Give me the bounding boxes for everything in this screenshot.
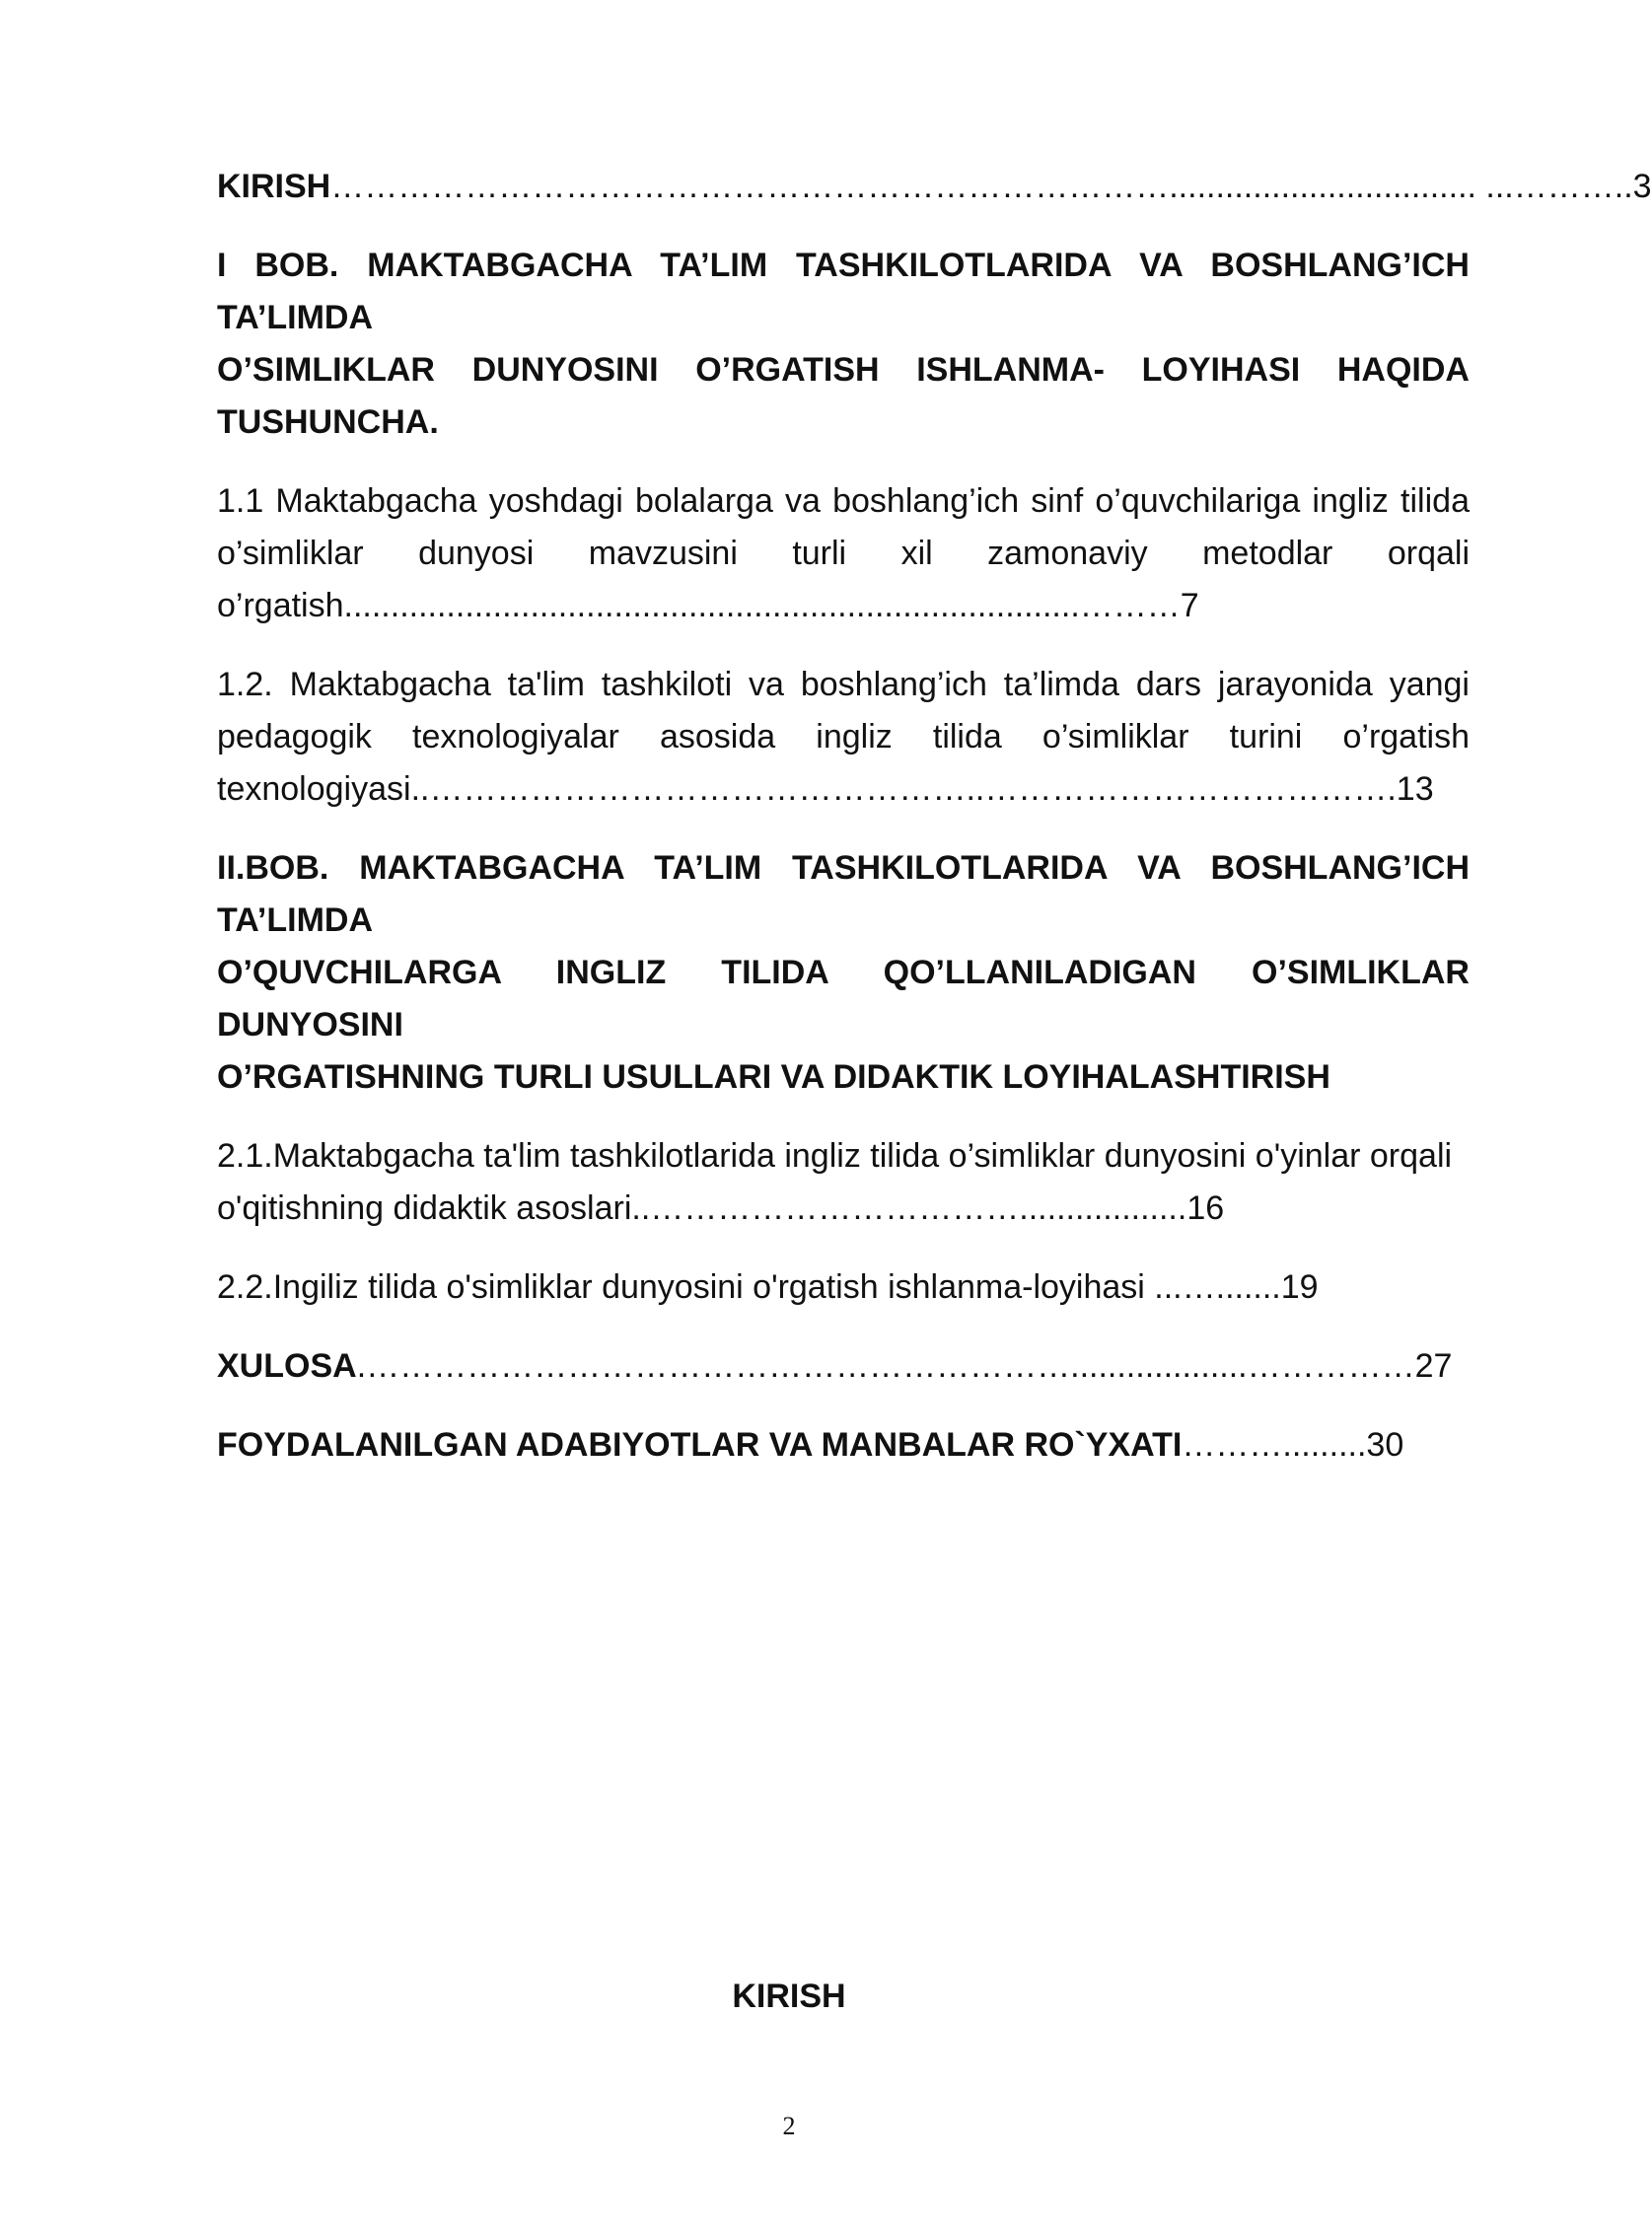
toc-chapter-line: O’RGATISHNING TURLI USULLARI VA DIDAKTIK LOYIHALASHTIRISH xyxy=(217,1058,1330,1096)
table-of-contents xyxy=(217,161,1652,1498)
toc-chapter-line: II.BOB. MAKTABGACHA TA’LIM TASHKILOTLARIDA VA BOSHLANG’ICH TA’LIMDA xyxy=(217,849,1470,939)
page-number: 2 xyxy=(782,2112,796,2140)
toc-leader: ..…………………………………………..………………………………. xyxy=(410,770,1397,808)
section-heading-kirish: KIRISH xyxy=(732,1978,846,2015)
toc-entry-title: KIRISH xyxy=(217,168,331,205)
toc-entry-title: FOYDALANILGAN ADABIYOTLAR VA MANBALAR RO`YXATI xyxy=(217,1426,1183,1464)
toc-leader: .………………………………………………………...................…………… xyxy=(356,1347,1415,1385)
toc-leader: ...…....... xyxy=(1144,1268,1281,1306)
toc-section-text: 1.2. Maktabgacha ta'lim tashkiloti va boshlang’ich ta’limda dars jarayonida yangi pedagogik texnologiyalar asosida ingliz tilida o’simliklar turini o’rgatish texnologiyasi xyxy=(217,666,1470,808)
toc-chapter-line: I BOB. MAKTABGACHA TA’LIM TASHKILOTLARIDA VA BOSHLANG’ICH TA’LIMDA xyxy=(217,247,1470,336)
toc-chapter-line: TUSHUNCHA. xyxy=(217,403,439,441)
toc-section-1-2[interactable] xyxy=(217,659,1470,816)
toc-section-1-1[interactable] xyxy=(217,475,1470,632)
toc-chapter-1[interactable] xyxy=(217,240,1470,449)
toc-entry-references[interactable] xyxy=(217,1419,1470,1472)
toc-chapter-line: O’SIMLIKLAR DUNYOSINI O’RGATISH ISHLANMA- LOYIHASI HAQIDA xyxy=(217,351,1470,389)
toc-page-number: 27 xyxy=(1414,1347,1453,1385)
toc-section-2-2[interactable] xyxy=(217,1261,1470,1314)
toc-page-number: 7 xyxy=(1180,587,1199,624)
toc-leader: ...............................................................................……… xyxy=(343,587,1181,624)
toc-page-number: 16 xyxy=(1186,1189,1225,1227)
toc-section-text: 2.2.Ingiliz tilida o'simliklar dunyosini o'rgatish ishlanma-loyihasi xyxy=(217,1268,1145,1306)
toc-entry-title: XULOSA xyxy=(217,1347,357,1385)
toc-leader: ………......... xyxy=(1182,1426,1367,1464)
toc-page-number: 30 xyxy=(1366,1426,1404,1464)
toc-chapter-line: O’QUVCHILARGA INGLIZ TILIDA QO’LLANILADIGAN O’SIMLIKLAR DUNYOSINI xyxy=(217,954,1470,1044)
toc-leader: …………………………………………………………………................................. ...……….. xyxy=(330,168,1633,205)
toc-page-number: 13 xyxy=(1396,770,1434,808)
toc-entry-kirish[interactable] xyxy=(217,161,1652,213)
toc-leader: ..…………………………….................. xyxy=(631,1189,1187,1227)
toc-section-text: 2.1.Maktabgacha ta'lim tashkilotlarida ingliz tilida o’simliklar dunyosini o'yinlar orqali o'qitishning didaktik asoslari xyxy=(217,1137,1453,1227)
toc-entry-xulosa[interactable] xyxy=(217,1340,1470,1393)
toc-page-number: 3 xyxy=(1632,168,1652,205)
toc-chapter-2[interactable] xyxy=(217,842,1470,1104)
toc-section-2-1[interactable] xyxy=(217,1130,1470,1235)
toc-section-text: 1.1 Maktabgacha yoshdagi bolalarga va boshlang’ich sinf o’quvchilariga ingliz tilida o’simliklar dunyosi mavzusini turli xil zamonaviy metodlar orqali o’rgatish xyxy=(217,482,1470,624)
toc-page-number: 19 xyxy=(1280,1268,1319,1306)
